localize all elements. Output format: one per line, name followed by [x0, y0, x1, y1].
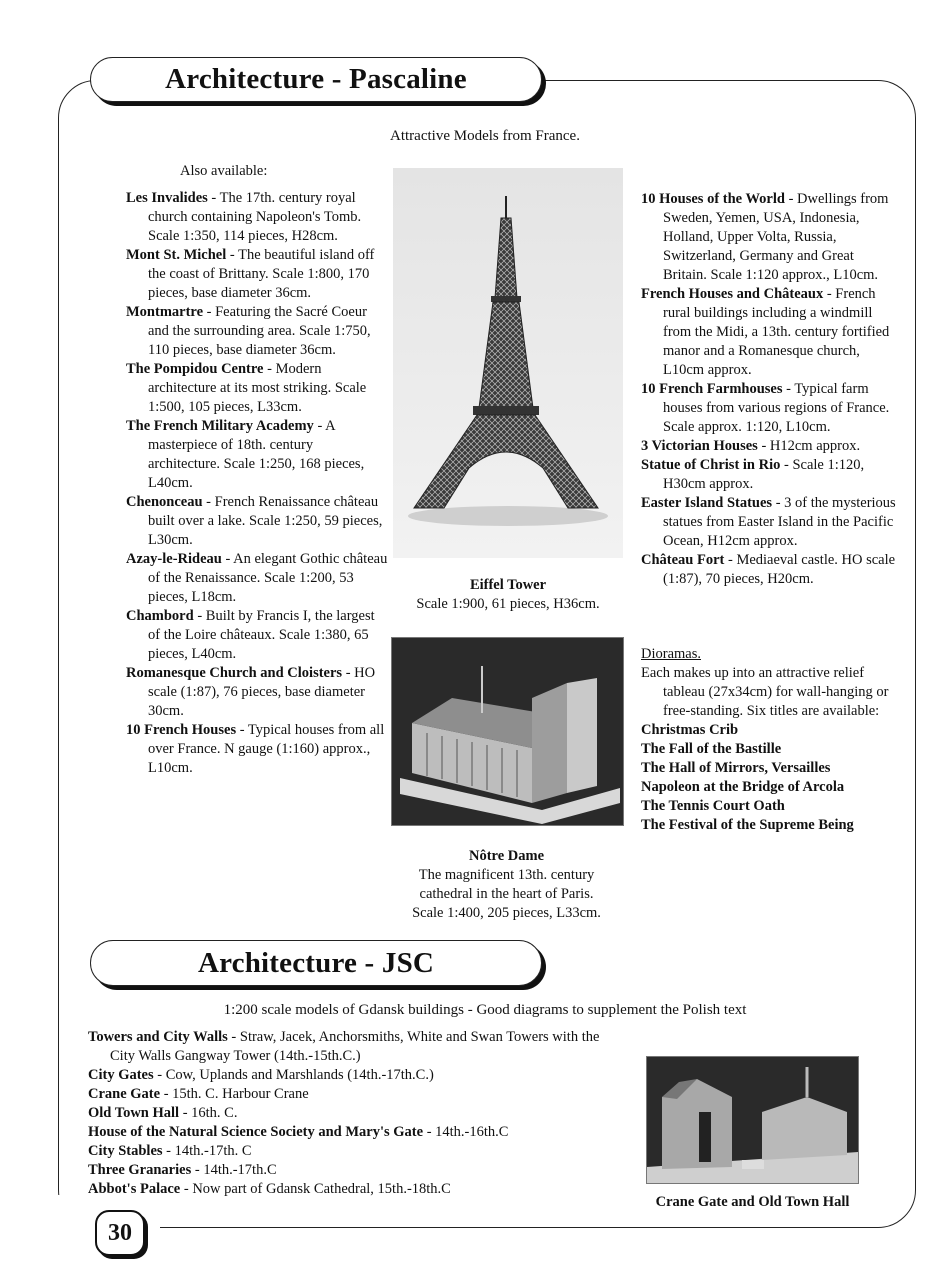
- right-product-list: [641, 190, 897, 589]
- list-item: [126, 417, 388, 493]
- diorama-title: The Festival of the Supreme Being: [641, 817, 854, 833]
- list-item: [88, 1180, 628, 1199]
- product-description: - A masterpiece of 18th. century architecture. Scale 1:250, 168 pieces, L40cm.: [148, 418, 365, 491]
- diorama-title: The Tennis Court Oath: [641, 798, 785, 814]
- product-description: - 3 of the mysterious statues from Easter Island in the Pacific Ocean, H12cm approx.: [663, 495, 896, 549]
- section-title: Architecture - Pascaline: [165, 63, 467, 95]
- list-item: [88, 1142, 628, 1161]
- list-item: [88, 1066, 628, 1085]
- list-item: [126, 246, 388, 303]
- product-name: 10 French Farmhouses: [641, 381, 783, 397]
- page-number: 30: [95, 1210, 145, 1256]
- list-item: [88, 1085, 628, 1104]
- list-item: [126, 721, 388, 778]
- list-item: [126, 189, 388, 246]
- section-banner-pascaline: [90, 57, 542, 102]
- list-item: [641, 190, 897, 285]
- product-description: - 16th. C.: [179, 1105, 238, 1121]
- crane-gate-caption: Crane Gate and Old Town Hall: [655, 1194, 850, 1210]
- left-product-list: [126, 189, 388, 778]
- product-description: - 14th.-17th.C: [191, 1162, 277, 1178]
- product-description: - Straw, Jacek, Anchorsmiths, White and Swan Towers with the City Walls Gangway Tower (14th.-15th.C.): [110, 1029, 600, 1064]
- also-available-label: Also available:: [180, 163, 268, 179]
- dioramas-heading: Dioramas.: [641, 646, 701, 662]
- diorama-title: Napoleon at the Bridge of Arcola: [641, 779, 845, 795]
- product-description: - Typical farm houses from various regions of France. Scale approx. 1:120, L10cm.: [663, 381, 890, 435]
- product-name: 10 Houses of the World: [641, 191, 785, 207]
- product-description: Scale 1:900, 61 pieces, H36cm.: [416, 596, 600, 612]
- list-item: [88, 1028, 628, 1066]
- product-name: The French Military Academy: [126, 418, 314, 434]
- gdansk-buildings-illustration: [647, 1057, 858, 1183]
- product-name: The Pompidou Centre: [126, 361, 264, 377]
- list-item: [641, 551, 897, 589]
- list-item: [126, 360, 388, 417]
- list-item: [641, 437, 897, 456]
- notre-dame-photo: [391, 637, 624, 826]
- product-description: - French rural buildings including a windmill from the Midi, a 13th. century fortified manor and a Romanesque church, L10cm approx.: [663, 286, 890, 378]
- diorama-title: The Fall of the Bastille: [641, 741, 782, 757]
- dioramas-intro: Each makes up into an attractive relief tableau (27x34cm) for wall-hanging or free-standing. Six titles are available:: [641, 665, 889, 719]
- product-description: - Mediaeval castle. HO scale (1:87), 70 pieces, H20cm.: [663, 552, 896, 587]
- diorama-title: The Hall of Mirrors, Versailles: [641, 760, 831, 776]
- product-description: - HO scale (1:87), 76 pieces, base diameter 30cm.: [148, 665, 376, 719]
- product-description: - Featuring the Sacré Coeur and the surrounding area. Scale 1:750, 110 pieces, base diameter 36cm.: [148, 304, 371, 358]
- product-name: Romanesque Church and Cloisters: [126, 665, 343, 681]
- list-item: [126, 550, 388, 607]
- product-description: - Dwellings from Sweden, Yemen, USA, Indonesia, Holland, Upper Volta, Russia, Switzerland, Germany and Great Britain. Scale 1:120 approx., L10cm.: [663, 191, 889, 283]
- product-description: - Cow, Uplands and Marshlands (14th.-17th.C.): [153, 1067, 434, 1083]
- product-description: - Modern architecture at its most striking. Scale 1:500, 105 pieces, L33cm.: [148, 361, 367, 415]
- product-name: House of the Natural Science Society and Mary's Gate: [88, 1124, 424, 1140]
- product-description-line: The magnificent 13th. century: [418, 867, 595, 883]
- product-description: - An elegant Gothic château of the Renaissance. Scale 1:200, 53 pieces, L18cm.: [148, 551, 388, 605]
- product-description: - 15th. C. Harbour Crane: [160, 1086, 309, 1102]
- product-name: Three Granaries: [88, 1162, 192, 1178]
- product-name: 10 French Houses: [126, 722, 237, 738]
- list-item: [126, 664, 388, 721]
- product-description: - The beautiful island off the coast of Brittany. Scale 1:800, 170 pieces, base diameter 36cm.: [148, 247, 375, 301]
- jsc-product-list: [88, 1028, 628, 1199]
- list-item: [641, 285, 897, 380]
- product-name: Statue of Christ in Rio: [641, 457, 781, 473]
- product-description: - 14th.-17th. C: [162, 1143, 252, 1159]
- product-name: Nôtre Dame: [468, 848, 545, 864]
- list-item: [641, 456, 897, 494]
- list-item: [641, 494, 897, 551]
- eiffel-tower-photo: [393, 168, 623, 558]
- product-description: - 14th.-16th.C: [423, 1124, 509, 1140]
- product-description: - The 17th. century royal church containing Napoleon's Tomb. Scale 1:350, 114 pieces, H28cm.: [148, 190, 362, 244]
- product-name: Crane Gate: [88, 1086, 161, 1102]
- notre-dame-illustration: [392, 638, 623, 825]
- product-name: City Gates: [88, 1067, 154, 1083]
- list-item: [641, 380, 897, 437]
- product-name: City Stables: [88, 1143, 163, 1159]
- section-subtitle: Attractive Models from France.: [390, 128, 580, 144]
- list-item: [126, 607, 388, 664]
- product-name: Easter Island Statues: [641, 495, 773, 511]
- section-banner-jsc: [90, 940, 542, 986]
- list-item: [126, 493, 388, 550]
- product-name: Mont St. Michel: [126, 247, 227, 263]
- list-item: [88, 1161, 628, 1180]
- product-name: Château Fort: [641, 552, 725, 568]
- product-name: French Houses and Châteaux: [641, 286, 824, 302]
- product-name: Old Town Hall: [88, 1105, 180, 1121]
- list-item: [88, 1123, 628, 1142]
- product-description: - H12cm approx.: [757, 438, 861, 454]
- product-description: - French Renaissance château built over a lake. Scale 1:250, 59 pieces, L30cm.: [148, 494, 383, 548]
- section-title: Architecture - JSC: [197, 946, 435, 979]
- eiffel-tower-illustration: [393, 168, 623, 558]
- product-name: Chambord: [126, 608, 194, 624]
- product-description-line: Scale 1:400, 205 pieces, L33cm.: [412, 905, 601, 921]
- product-description-line: cathedral in the heart of Paris.: [419, 886, 594, 902]
- product-name: Les Invalides: [126, 190, 208, 206]
- diorama-title: Christmas Crib: [641, 722, 739, 738]
- eiffel-tower-caption: [393, 576, 623, 614]
- product-name: 3 Victorian Houses: [641, 438, 758, 454]
- list-item: [88, 1104, 628, 1123]
- dioramas-section: [641, 645, 897, 835]
- product-name: Towers and City Walls: [88, 1029, 228, 1045]
- product-name: Chenonceau: [126, 494, 203, 510]
- product-name: Azay-le-Rideau: [126, 551, 222, 567]
- product-description: - Now part of Gdansk Cathedral, 15th.-18th.C: [180, 1181, 451, 1197]
- list-item: [126, 303, 388, 360]
- product-description: - Built by Francis I, the largest of the Loire châteaux. Scale 1:380, 65 pieces, L40cm.: [148, 608, 375, 662]
- crane-gate-photo: [646, 1056, 859, 1184]
- section-subtitle: 1:200 scale models of Gdansk buildings - Good diagrams to supplement the Polish text: [223, 1002, 747, 1018]
- notre-dame-caption: [391, 847, 622, 923]
- product-name: Montmartre: [126, 304, 204, 320]
- product-description: - Typical houses from all over France. N gauge (1:160) approx., L10cm.: [148, 722, 385, 776]
- product-description: - Scale 1:120, H30cm approx.: [663, 457, 865, 492]
- product-name: Eiffel Tower: [469, 577, 547, 593]
- product-name: Abbot's Palace: [88, 1181, 181, 1197]
